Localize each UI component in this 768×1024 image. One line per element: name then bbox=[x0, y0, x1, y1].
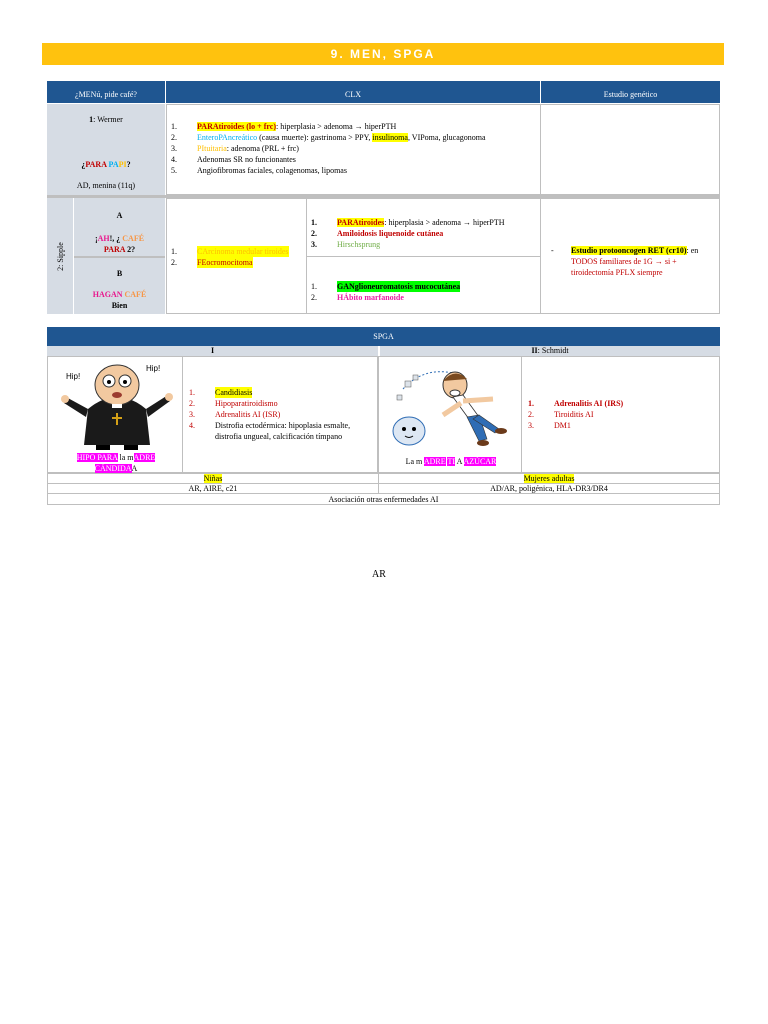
men-header-col1-text: ¿MENú, pide café? bbox=[75, 90, 137, 99]
men2a-item bbox=[311, 239, 540, 250]
men1-item-key: PItuitaria bbox=[197, 144, 227, 153]
men1-item-num: 2. bbox=[171, 133, 177, 142]
men2a-mn-open: ¡ bbox=[94, 234, 98, 243]
men1-item bbox=[171, 143, 540, 154]
men2a-item-key: PARAtiroides bbox=[337, 218, 385, 227]
men1-item bbox=[171, 121, 540, 132]
men2b-mn-cafe: CAFÉ bbox=[124, 290, 147, 299]
spga-type2-items-cell bbox=[521, 356, 720, 473]
caption2-la-m: La m bbox=[405, 457, 423, 466]
men1-item-key: PARAtiroides (lo + frc) bbox=[197, 122, 276, 131]
man-sugar-illustration bbox=[383, 359, 519, 451]
spga1-item-text: Distrofia ectodérmica: hipoplasia esmalte, distrofia ungueal, calcificación tímpano bbox=[215, 421, 351, 441]
caption2-azucar: AZÚCAR bbox=[463, 457, 497, 466]
men1-num: 1 bbox=[89, 115, 94, 124]
men2-common-item bbox=[171, 257, 306, 268]
men2b-label-cell bbox=[74, 258, 165, 314]
men1-item-rest2: , VIPoma, glucagonoma bbox=[407, 133, 486, 142]
men2a-mnemonic bbox=[74, 233, 165, 255]
men1-item-rest: : adenoma (PRL + frc) bbox=[226, 144, 299, 153]
men2-common-text: CArcinoma medular tiroides bbox=[197, 247, 289, 256]
men1-item-num: 4. bbox=[171, 155, 177, 164]
men1-item-num: 1. bbox=[171, 122, 177, 131]
spga2-item bbox=[528, 409, 715, 420]
spga2-item-num: 2. bbox=[528, 410, 534, 419]
men2b-item-text: HÁbito marfanoide bbox=[337, 293, 404, 302]
men1-item bbox=[171, 165, 540, 176]
men1-item-num: 3. bbox=[171, 144, 177, 153]
spga-type2-label bbox=[380, 346, 720, 356]
spga1-item-num: 2. bbox=[189, 399, 195, 408]
men2b-item bbox=[311, 292, 540, 303]
men2-genetic-bullet: - bbox=[551, 246, 554, 255]
men1-mnemonic bbox=[47, 159, 165, 170]
men1-item-rest: : hiperplasia > adenoma → hiperPTH bbox=[275, 122, 397, 131]
men1-item-num: 5. bbox=[171, 166, 177, 175]
spga1-item bbox=[189, 420, 373, 442]
men2a-item bbox=[311, 217, 540, 228]
spga-type1-genetics: AR, AIRE, c21 bbox=[47, 483, 379, 494]
men2a-mn-mid: !, ¿ bbox=[109, 234, 121, 243]
caption1-candida: CÁNDIDA bbox=[94, 464, 132, 473]
men2a-mn-para: PARA bbox=[103, 245, 126, 254]
men1-mn-close: ? bbox=[126, 160, 131, 169]
caption1-la-m: la m bbox=[117, 453, 134, 462]
spga2-item-text: Adrenalitis AI (IRS) bbox=[554, 399, 624, 408]
men2a-mn-end: 2? bbox=[125, 245, 136, 254]
men2a-item bbox=[311, 228, 540, 239]
men2-common-num: 1. bbox=[171, 247, 177, 256]
spga-type1-label: I bbox=[47, 346, 378, 356]
men1-clx-cell bbox=[166, 104, 541, 195]
spga1-item-text: Hipoparatiroidismo bbox=[215, 399, 278, 408]
men2-side-label: 2: Sipple bbox=[55, 241, 65, 271]
spga1-item bbox=[189, 398, 373, 409]
men2-common-cell bbox=[166, 198, 307, 314]
spga2-item bbox=[528, 398, 715, 409]
men2b-item-num: 1. bbox=[311, 282, 317, 291]
spga2-item-text: Tiroiditis AI bbox=[554, 410, 594, 419]
men1-label bbox=[47, 114, 165, 125]
men1-mn-open: ¿ bbox=[81, 160, 86, 169]
men2a-item-rest: : hiperplasia > adenoma → hiperPTH bbox=[384, 218, 505, 227]
priest-illustration bbox=[58, 357, 176, 450]
spga-type2-image-cell bbox=[378, 356, 522, 473]
men1-item-key: EnteroPAncreático bbox=[197, 133, 258, 142]
men2b-item-num: 2. bbox=[311, 293, 317, 302]
caption2-a: A bbox=[456, 457, 462, 466]
men2b-items-cell bbox=[306, 256, 541, 314]
spga2-item bbox=[528, 420, 715, 431]
men1-item-rest: (causa muerte): gastrinoma > PPY, bbox=[257, 133, 373, 142]
men2b-mnemonic bbox=[74, 289, 165, 300]
spga1-item bbox=[189, 409, 373, 420]
men-header-col2-text: CLX bbox=[345, 90, 361, 99]
spga1-item bbox=[189, 387, 373, 398]
men2-common-num: 2. bbox=[171, 258, 177, 267]
men2-side-cell bbox=[47, 198, 73, 314]
men1-item bbox=[171, 132, 540, 143]
spga1-item-num: 3. bbox=[189, 410, 195, 419]
spga-header: SPGA bbox=[47, 327, 720, 346]
men2-genetic-text bbox=[551, 245, 715, 278]
men2-genetic-cell bbox=[540, 198, 720, 314]
men2-genetic-key: Estudio protooncogen RET (cr10) bbox=[571, 246, 687, 255]
men2a-mn-ah: AH bbox=[97, 234, 110, 243]
men2-common-item bbox=[171, 246, 306, 257]
spga2-item-num: 1. bbox=[528, 399, 534, 408]
men2a-items-cell bbox=[306, 198, 541, 257]
men1-item-text: Adenomas SR no funcionantes bbox=[197, 155, 296, 164]
men2b-item bbox=[311, 281, 540, 292]
men1-mn-pi: PI bbox=[118, 160, 127, 169]
spga-footer: Asociación otras enfermedades AI bbox=[47, 493, 720, 505]
men2b-mn-bien: Bien bbox=[111, 301, 128, 310]
men2-common-text: FEocromocitoma bbox=[197, 258, 253, 267]
spga-type2-population: Mujeres adultas bbox=[523, 474, 575, 483]
men2a-item-num: 3. bbox=[311, 240, 317, 249]
men2b-mn-hagan: HAGAN bbox=[92, 290, 123, 299]
hip-text-left: Hip! bbox=[66, 372, 81, 381]
spga-type2-num: II bbox=[531, 346, 538, 355]
spga2-item-text: DM1 bbox=[554, 421, 571, 430]
men2b-item-text: GANglioneuromatosis mucocutánea bbox=[337, 282, 461, 291]
men-header-col3-text: Estudio genético bbox=[603, 90, 658, 99]
men1-genetic-cell bbox=[540, 104, 720, 195]
men1-inheritance: AD, menina (11q) bbox=[76, 181, 136, 190]
men2a-label: A bbox=[116, 211, 123, 220]
men2a-label-cell bbox=[74, 198, 165, 256]
spga2-item-num: 3. bbox=[528, 421, 534, 430]
men1-item-text: Angiofibromas faciales, colagenomas, lipomas bbox=[197, 166, 347, 175]
caption1-a: A bbox=[131, 464, 138, 473]
spga1-item-num: 4. bbox=[189, 421, 195, 430]
spga-type2-caption bbox=[379, 456, 523, 467]
men2a-item-text: Hirschsprung bbox=[337, 240, 381, 249]
spga-type1-population: Niñas bbox=[203, 474, 223, 483]
spga1-item-text: Candidiasis bbox=[215, 388, 253, 397]
men2-genetic-rest: : en bbox=[686, 246, 699, 255]
men2-genetic-red: TODOS familiares de 1G → si + tiroidectomía PFLX siempre bbox=[571, 257, 677, 277]
men-header-col2 bbox=[166, 81, 540, 103]
hip-text-right: Hip! bbox=[146, 364, 161, 373]
page-title: 9. MEN, SPGA bbox=[42, 43, 724, 65]
spga-type2-name: : Schmidt bbox=[537, 346, 569, 355]
spga1-item-num: 1. bbox=[189, 388, 195, 397]
men1-name: : Wermer bbox=[93, 115, 123, 124]
spga-type1-image-cell bbox=[47, 356, 183, 473]
spga-type2-genetics: AD/AR, poligénica, HLA-DR3/DR4 bbox=[378, 483, 720, 494]
caption2-adre: ADRE bbox=[423, 457, 446, 466]
men2b-label: B bbox=[116, 269, 123, 278]
spga1-item-text: Adrenalitis AI (ISR) bbox=[215, 410, 281, 419]
caption1-hipo-para: HIPO PARA bbox=[76, 453, 118, 462]
caption2-ti: TI bbox=[447, 457, 456, 466]
men-header-col1 bbox=[47, 81, 165, 103]
men1-mn-pa: PA bbox=[108, 160, 119, 169]
men2a-item-num: 1. bbox=[311, 218, 317, 227]
men2a-mn-cafe: CAFÉ bbox=[122, 234, 145, 243]
men1-item-key2: insulinoma bbox=[372, 133, 408, 142]
spga-type1-items-cell bbox=[182, 356, 378, 473]
spga-type1-caption bbox=[48, 452, 184, 474]
caption1-adre: ADRE bbox=[133, 453, 156, 462]
men1-item bbox=[171, 154, 540, 165]
men2a-item-text: Amiloidosis liquenoide cutánea bbox=[337, 229, 444, 238]
men1-mn-para: PARA bbox=[85, 160, 107, 169]
men1-label-cell bbox=[47, 104, 165, 195]
men2a-item-num: 2. bbox=[311, 229, 317, 238]
men-header-col3 bbox=[541, 81, 720, 103]
bottom-text: AR bbox=[372, 569, 386, 580]
